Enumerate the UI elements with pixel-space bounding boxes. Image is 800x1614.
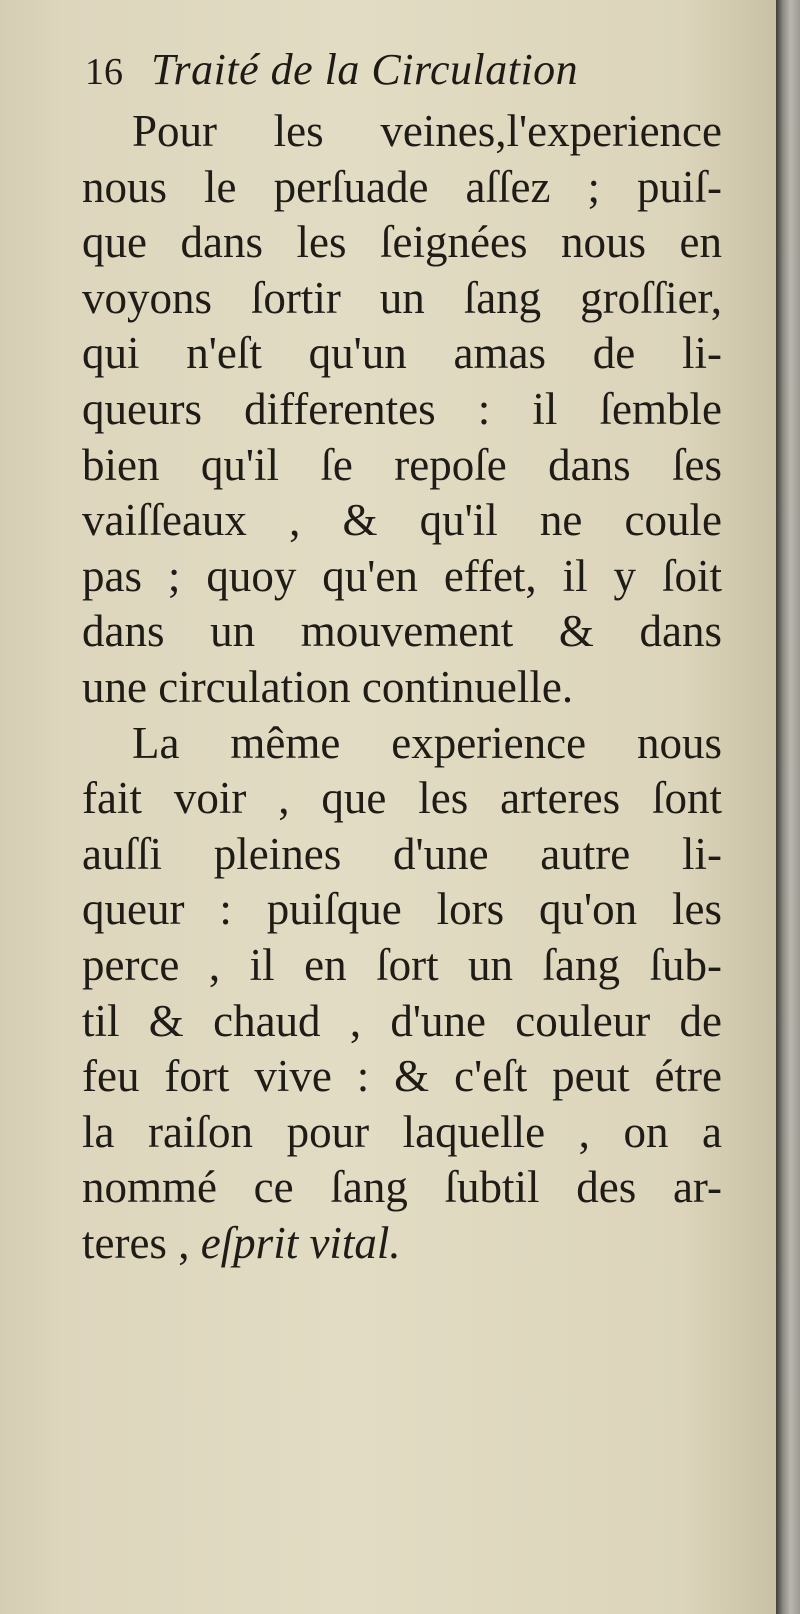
text-line: La même experience nous xyxy=(132,717,722,768)
text-line: qui n'eſt qu'un amas de li- xyxy=(82,328,722,379)
text-line: auſſi pleines d'une autre li- xyxy=(82,828,722,879)
text-line: queur : puiſque lors qu'on les xyxy=(82,884,722,935)
text-line: feu fort vive : & c'eſt peut étre xyxy=(82,1051,722,1102)
text-line: vaiſſeaux , & qu'il ne coule xyxy=(82,495,722,546)
text-line: perce , il en ſort un ſang ſub- xyxy=(82,939,722,990)
text-line: nous le perſuade aſſez ; puiſ- xyxy=(82,161,722,212)
text-line: bien qu'il ſe repoſe dans ſes xyxy=(82,439,722,490)
italic-phrase: eſprit vital. xyxy=(200,1217,401,1268)
final-text-line xyxy=(82,1216,722,1272)
text-line: voyons ſortir un ſang groſſier, xyxy=(82,272,722,323)
page-header xyxy=(85,44,578,104)
text-line: fait voir , que les arteres ſont xyxy=(82,773,722,824)
text-line: Pour les veines,l'experience xyxy=(132,106,722,156)
text-line: une circulation continuelle. xyxy=(82,661,574,712)
final-line-prefix: teres , xyxy=(82,1217,201,1268)
running-title: Traité de la Circulation xyxy=(151,45,579,94)
text-line: dans un mouvement & dans xyxy=(82,606,722,657)
body-text xyxy=(82,104,722,1271)
text-line: nommé ce ſang ſubtil des ar- xyxy=(82,1162,722,1213)
page-number: 16 xyxy=(85,51,123,93)
text-line: pas ; quoy qu'en effet, il y ſoit xyxy=(82,550,722,601)
text-line: que dans les ſeignées nous en xyxy=(82,217,722,268)
text-line: la raiſon pour laquelle , on a xyxy=(82,1106,722,1157)
text-line: queurs differentes : il ſemble xyxy=(82,383,722,434)
page-edge xyxy=(776,0,800,1614)
text-line: til & chaud , d'une couleur de xyxy=(82,995,722,1046)
